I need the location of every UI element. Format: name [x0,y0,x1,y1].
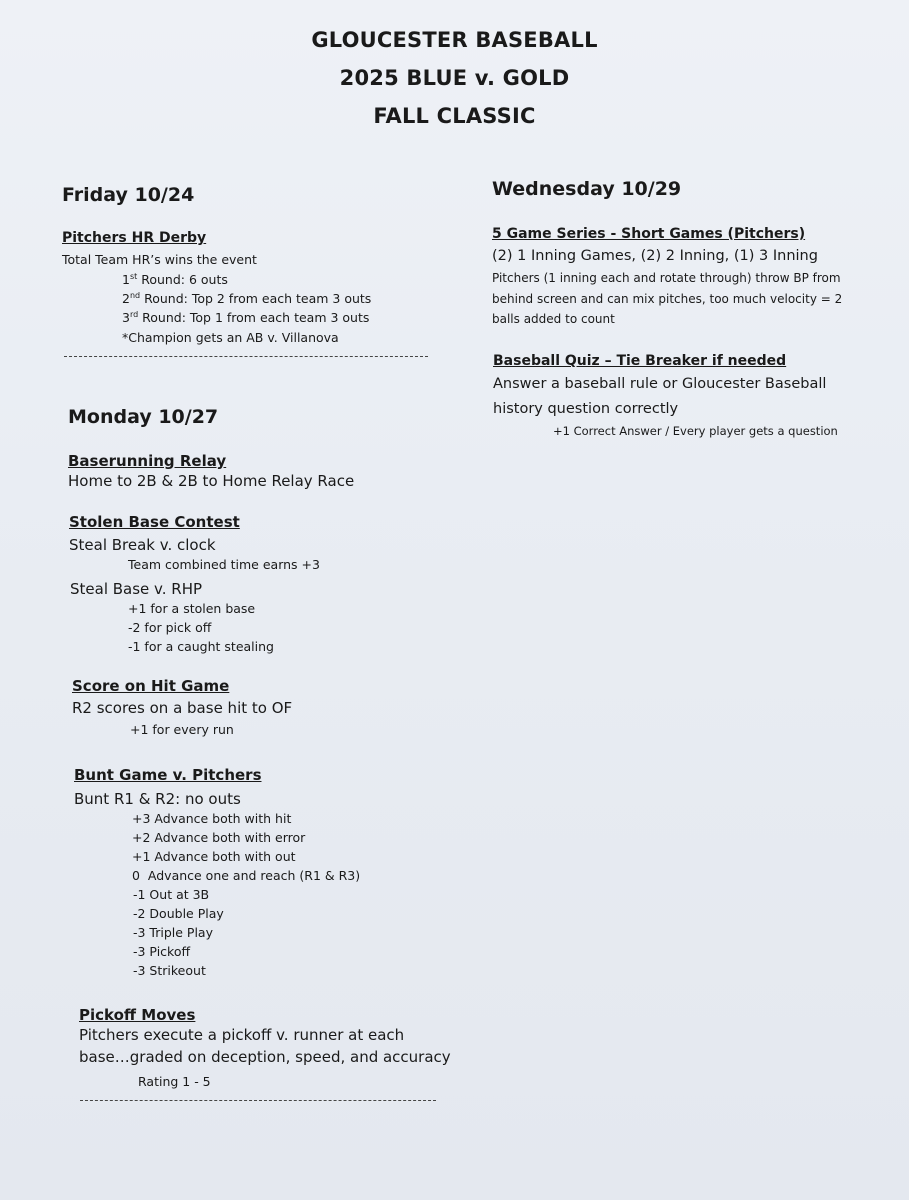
bunt-game-line: Bunt R1 & R2: no outs [74,790,241,808]
friday-event-heading: Pitchers HR Derby [62,230,207,246]
series-line: (2) 1 Inning Games, (2) 2 Inning, (1) 3 Inning [492,248,818,264]
series-desc-3: balls added to count [492,312,615,326]
friday-heading: Friday 10/24 [62,184,195,206]
bunt-item-2: +2 Advance both with error [132,830,306,845]
pickoff-line-1: Pitchers execute a pickoff v. runner at each [79,1026,405,1044]
friday-description: Total Team HR’s wins the event [62,252,257,267]
friday-round-1: 1st Round: 6 outs [122,271,228,287]
series-heading: 5 Game Series - Short Games (Pitchers) [492,226,806,242]
quiz-sub: +1 Correct Answer / Every player gets a question [553,424,838,438]
pickoff-sub: Rating 1 - 5 [138,1074,211,1089]
bunt-game-heading: Bunt Game v. Pitchers [74,766,262,784]
stolen-item-3: -1 for a caught stealing [128,639,274,654]
divider-monday [80,1100,436,1101]
baserunning-line: Home to 2B & 2B to Home Relay Race [68,472,355,490]
baserunning-heading: Baserunning Relay [68,452,227,470]
series-desc-2: behind screen and can mix pitches, too much velocity = 2 [492,292,843,306]
monday-heading: Monday 10/27 [68,406,219,428]
score-on-hit-heading: Score on Hit Game [72,677,230,695]
quiz-line-2: history question correctly [493,401,679,417]
bunt-item-7: -3 Triple Play [133,925,213,940]
pickoff-line-2: base…graded on deception, speed, and accuracy [79,1048,451,1066]
bunt-item-9: -3 Strikeout [133,963,206,978]
quiz-line-1: Answer a baseball rule or Gloucester Baseball [493,376,827,392]
pickoff-heading: Pickoff Moves [79,1006,196,1024]
stolen-line-2: Steal Base v. RHP [70,580,203,598]
title-line-3: FALL CLASSIC [373,104,536,128]
score-on-hit-line: R2 scores on a base hit to OF [72,699,293,717]
title-line-1: GLOUCESTER BASEBALL [311,28,598,52]
friday-note: *Champion gets an AB v. Villanova [122,330,339,345]
bunt-item-3: +1 Advance both with out [132,849,296,864]
bunt-item-4: 0 Advance one and reach (R1 & R3) [132,868,361,883]
series-desc-1: Pitchers (1 inning each and rotate through) throw BP from [492,271,841,285]
bunt-item-5: -1 Out at 3B [133,887,210,902]
friday-round-2: 2nd Round: Top 2 from each team 3 outs [122,290,372,306]
wednesday-heading: Wednesday 10/29 [492,178,682,200]
stolen-item-2: -2 for pick off [128,620,212,635]
divider-friday [64,356,428,357]
bunt-item-8: -3 Pickoff [133,944,191,959]
stolen-item-1: +1 for a stolen base [128,601,256,616]
score-on-hit-sub: +1 for every run [130,722,234,737]
friday-round-3: 3rd Round: Top 1 from each team 3 outs [122,309,370,325]
stolen-line-1: Steal Break v. clock [69,536,216,554]
stolen-base-heading: Stolen Base Contest [69,513,240,531]
quiz-heading: Baseball Quiz – Tie Breaker if needed [493,353,787,369]
bunt-item-6: -2 Double Play [133,906,224,921]
stolen-sub-1: Team combined time earns +3 [128,557,320,572]
bunt-item-1: +3 Advance both with hit [132,811,292,826]
title-line-2: 2025 BLUE v. GOLD [339,66,570,90]
